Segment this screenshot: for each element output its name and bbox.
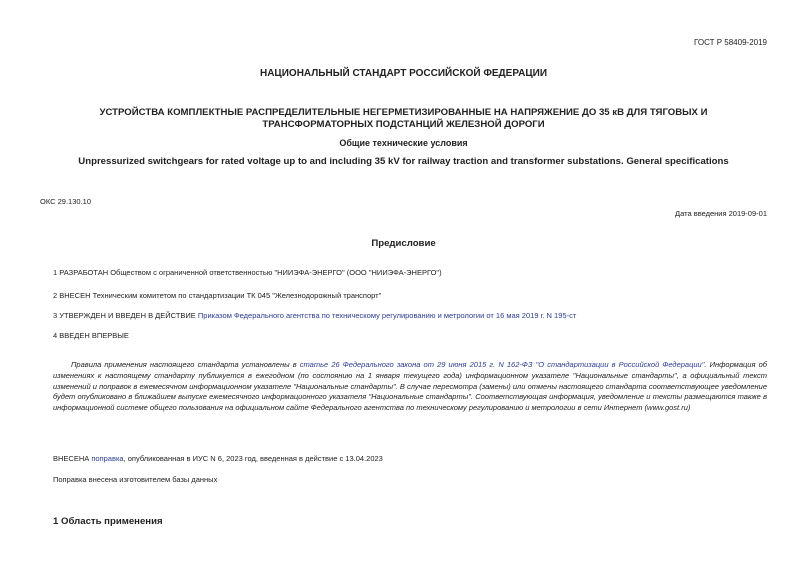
preface-item-3-text: 3 УТВЕРЖДЕН И ВВЕДЕН В ДЕЙСТВИЕ [53,311,198,320]
rules-paragraph [53,360,767,414]
rules-text-1: Правила применения настоящего стандарта установлены в [71,360,300,369]
intro-date: Дата введения 2019-09-01 [675,209,767,218]
order-link[interactable]: Приказом Федерального агентства по техническому регулированию и метрологии от 16 мая 2019 г. N 195-ст [197,311,577,320]
preface-item-3 [53,311,576,320]
amendment-note: Поправка внесена изготовителем базы данных [53,475,218,484]
rules-text-2: . Информация об изменениях к настоящему стандарту публикуется в ежегодном (по состоянию на 1 января текущего года) информационном указателе "Национальные стандарты", а официальный текст изменений и поправок в ежемесячном информационном указателе "Национальные стандарты". В случае пересмотра (замены) или отмены настоящего стандарта соответствующее уведомление будет опубликовано в ближайшем выпуске ежемесячного информационного указателя "Национальные стандарты". Соответствующая информация, уведомление и тексты размещаются также в информационной системе общего пользования на официальном сайте Федерального агентства по техническому регулированию и метрологии в сети Интернет (www.gost.ru) [53,360,767,413]
amendment-suffix: , опубликованная в ИУС N 6, 2023 год, введенная в действие с 13.04.2023 [123,454,383,463]
standard-type: НАЦИОНАЛЬНЫЙ СТАНДАРТ РОССИЙСКОЙ ФЕДЕРАЦИИ [259,68,548,79]
section-title: 1 Область применения [53,516,163,527]
preface-item-2: 2 ВНЕСЕН Техническим комитетом по стандартизации ТК 045 "Железнодорожный транспорт" [53,291,382,300]
amendment-prefix: ВНЕСЕНА [53,454,92,463]
gost-code: ГОСТ Р 58409-2019 [694,38,767,47]
subtitle: Общие технические условия [339,138,468,148]
main-title: УСТРОЙСТВА КОМПЛЕКТНЫЕ РАСПРЕДЕЛИТЕЛЬНЫЕ НЕГЕРМЕТИЗИРОВАННЫЕ НА НАПРЯЖЕНИЕ ДО 35 кВ ДЛЯ ТЯГОВЫХ И ТРАНСФОРМАТОРНЫХ ПОДСТАНЦИЙ ЖЕЛЕЗНОЙ ДОРОГИ [99,107,708,130]
english-title: Unpressurized switchgears for rated voltage up to and including 35 kV for railway traction and transformer substations. General specifications [78,156,729,167]
amendment-link[interactable]: поправка [91,454,124,463]
amendment-line [53,454,383,463]
oks-code: ОКС 29.130.10 [40,197,91,206]
federal-law-link[interactable]: статье 26 Федерального закона от 29 июня 2015 г. N 162-ФЗ "О стандартизации в Российской Федерации" [299,360,705,369]
preface-heading: Предисловие [371,238,436,249]
preface-item-4: 4 ВВЕДЕН ВПЕРВЫЕ [53,331,129,340]
preface-item-1: 1 РАЗРАБОТАН Обществом с ограниченной ответственностью "НИИЭФА-ЭНЕРГО" (ООО "НИИЭФА-ЭНЕРГО") [53,268,442,277]
